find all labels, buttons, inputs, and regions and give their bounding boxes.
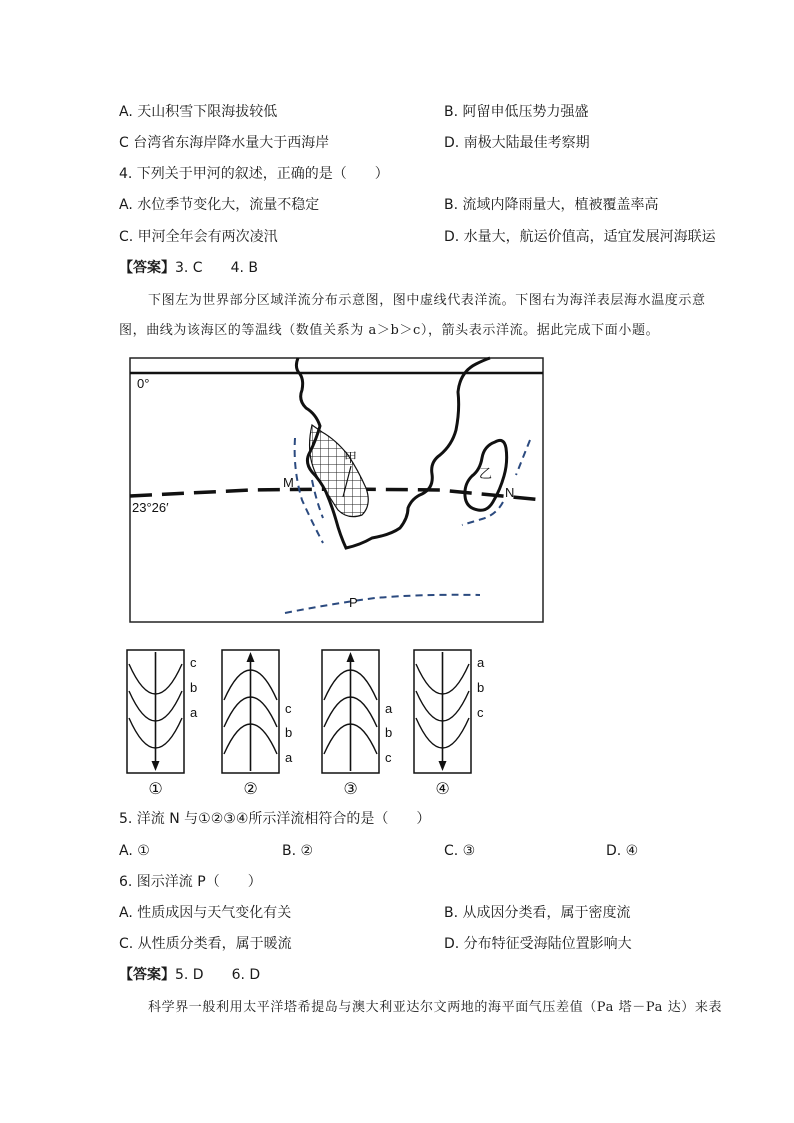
label-tropic: 23°26′ [132,500,169,515]
q6-stem: 6. 图示洋流 P（ ） [119,874,262,890]
q4-option-b: B. 流域内降雨量大，植被覆盖率高 [444,197,659,213]
answer-tag: 【答案】 [119,260,175,276]
q6-option-b: B. 从成因分类看，属于密度流 [444,905,631,921]
q5-option-d: D. ④ [606,843,639,859]
q4-option-a: A. 水位季节变化大，流量不稳定 [119,197,320,213]
panel-number: ③ [343,779,358,798]
q3-option-d: D. 南极大陆最佳考察期 [444,135,590,151]
label-n: N [505,485,515,500]
label-m: M [283,475,294,490]
isotherm-label: b [385,725,393,740]
answer-text: 3. C 4. B [175,260,258,276]
q5-option-c: C. ③ [444,843,476,859]
q6-option-c: C. 从性质分类看，属于暖流 [119,936,292,952]
isotherm-label: a [285,750,293,765]
q6-option-a: A. 性质成因与天气变化有关 [119,905,292,921]
intro-line-2: 图，曲线为该海区的等温线（数值关系为 a＞b＞c），箭头表示洋流。据此完成下面小题。 [119,323,660,338]
label-jia: 甲 [344,450,358,465]
current-arrowhead [247,652,255,662]
isotherm-label: b [477,680,485,695]
answer-tag: 【答案】 [119,967,175,983]
answer-text: 5. D 6. D [175,967,261,983]
answer-2 [119,966,260,984]
q3-option-c: C 台湾省东海岸降水量大于西海岸 [119,135,330,151]
isotherm-label: c [477,705,484,720]
q4-option-c: C. 甲河全年会有两次凌汛 [119,229,278,245]
panel-number: ④ [435,779,450,798]
panel-number: ② [243,779,258,798]
q5-option-a: A. ① [119,843,150,859]
current-arrowhead [347,652,355,662]
current-arrowhead [152,761,160,771]
isotherm-label: b [285,725,293,740]
current-arrowhead [439,761,447,771]
label-equator: 0° [137,376,150,391]
q4-option-d: D. 水量大，航运价值高，适宜发展河海联运 [444,229,716,245]
isotherm-label: a [385,701,393,716]
isotherm-label: b [190,680,198,695]
isotherm-label: a [190,705,198,720]
q6-option-d: D. 分布特征受海陆位置影响大 [444,936,632,952]
isotherm-label: c [285,701,292,716]
q3-option-a: A. 天山积雪下限海拔较低 [119,104,278,120]
isotherm-label: c [190,655,197,670]
q4-stem: 4. 下列关于甲河的叙述，正确的是（ ） [119,166,389,182]
q3-option-b: B. 阿留申低压势力强盛 [444,104,589,120]
label-p: P [349,595,358,610]
label-yi: 乙 [479,466,493,481]
q5-option-b: B. ② [282,843,314,859]
intro-line-1: 下图左为世界部分区域洋流分布示意图，图中虚线代表洋流。下图右为海洋表层海水温度示意 [148,293,706,308]
tail-line-1: 科学界一般利用太平洋塔希提岛与澳大利亚达尔文两地的海平面气压差值（Pa 塔－Pa 达）来表 [148,1000,723,1015]
isotherm-label: c [385,750,392,765]
panel-number: ① [148,779,163,798]
q5-stem: 5. 洋流 N 与①②③④所示洋流相符合的是（ ） [119,811,431,827]
isotherm-label: a [477,655,485,670]
